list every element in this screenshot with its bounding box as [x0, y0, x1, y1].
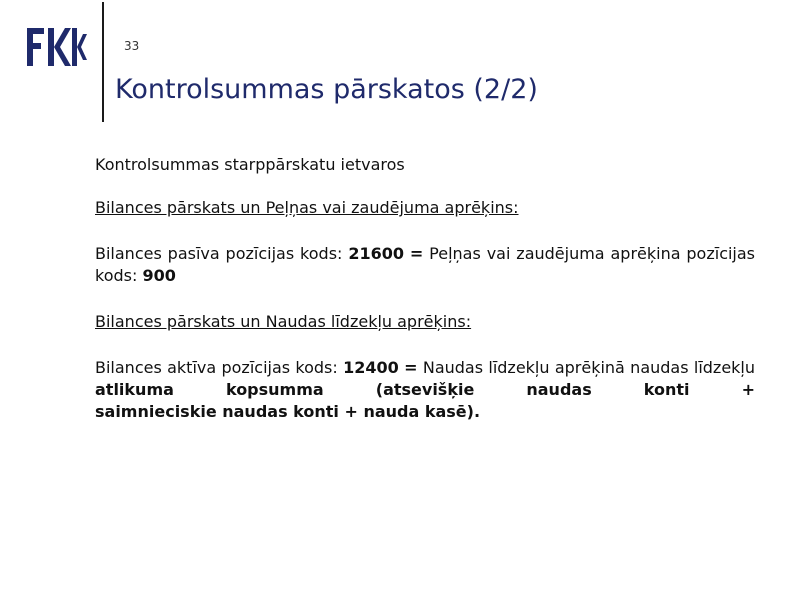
section2-bold-line: atlikuma kopsumma (atsevišķie naudas konti + [95, 380, 755, 399]
section2-text-b: Naudas līdzekļu aprēķinā naudas līdzekļu [422, 358, 756, 377]
slide-title: Kontrolsummas pārskatos (2/2) [115, 74, 538, 105]
fkk-logo [27, 28, 87, 66]
section1-title: Bilances pārskats un Peļņas vai zaudējuma aprēķins: [95, 198, 519, 217]
section2-text-a: Bilances aktīva pozīcijas kods: [95, 358, 338, 377]
slide-content [95, 154, 755, 423]
page-number: 33 [124, 39, 140, 53]
header-divider [102, 2, 104, 122]
section2-paragraph-main [95, 357, 755, 401]
section2-code-a: 12400 [343, 358, 399, 377]
section2-bold-end: saimnieciskie naudas konti + nauda kasē). [95, 402, 481, 421]
section1-code-a: 21600 [348, 244, 404, 263]
section2-equals: = [404, 358, 418, 377]
section2-title: Bilances pārskats un Naudas līdzekļu aprēķins: [95, 312, 472, 331]
section1-code-b: 900 [142, 266, 176, 285]
section1-paragraph [95, 243, 755, 287]
content-heading: Kontrolsummas starppārskatu ietvaros [95, 155, 405, 174]
section1-text-a: Bilances pasīva pozīcijas kods: [95, 244, 343, 263]
section2-paragraph-end [95, 401, 755, 423]
section1-text-b: Peļņas vai zaudējuma aprēķina pozīcijas kods: [95, 244, 756, 285]
section1-equals: = [409, 244, 424, 263]
